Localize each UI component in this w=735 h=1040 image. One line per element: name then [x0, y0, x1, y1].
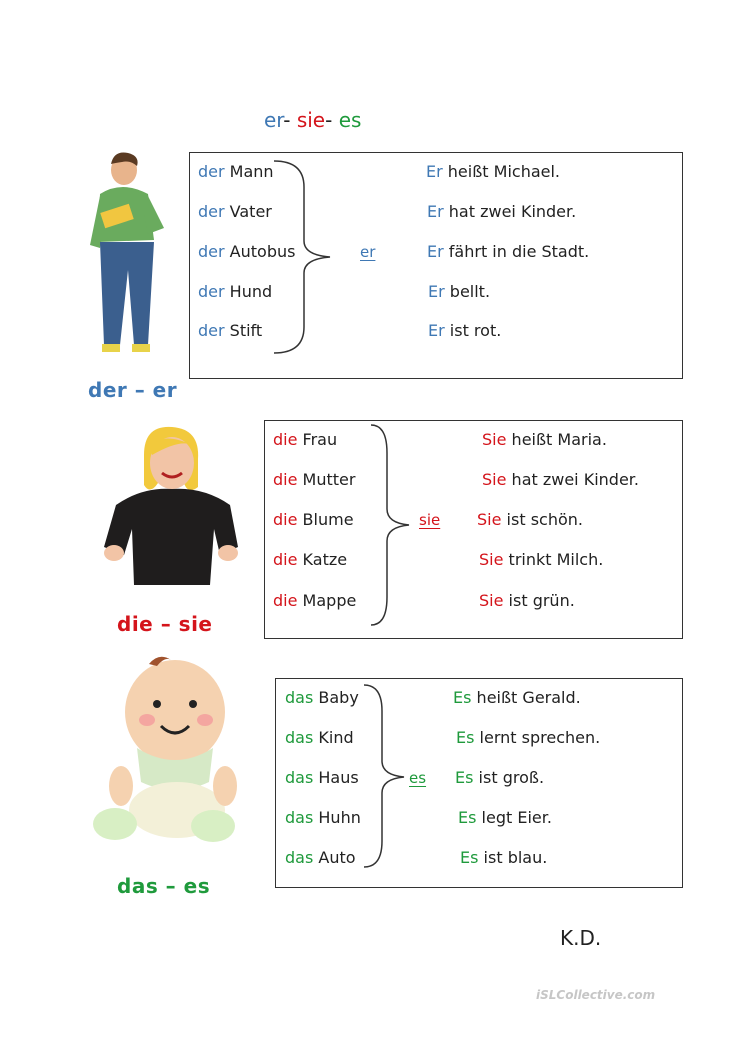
feminine-box: [264, 420, 683, 639]
neuter-sentence: Es ist blau.: [460, 848, 548, 867]
masculine-sentence: Er ist rot.: [428, 321, 502, 340]
neuter-noun-row: das Kind: [285, 728, 354, 747]
masculine-sentence: Er heißt Michael.: [426, 162, 561, 181]
neuter-box: [275, 678, 683, 888]
masculine-brace: [270, 159, 340, 355]
masculine-noun-row: der Vater: [198, 202, 272, 221]
neuter-sentence: Es heißt Gerald.: [453, 688, 581, 707]
feminine-noun-row: die Frau: [273, 430, 338, 449]
neuter-noun-row: das Haus: [285, 768, 359, 787]
feminine-sentence: Sie trinkt Milch.: [479, 550, 604, 569]
masculine-label: der – er: [88, 378, 178, 402]
feminine-noun-row: die Katze: [273, 550, 348, 569]
feminine-noun-row: die Mutter: [273, 470, 356, 489]
masculine-noun-row: der Hund: [198, 282, 273, 301]
feminine-brace: [367, 423, 427, 629]
neuter-noun-row: das Auto: [285, 848, 356, 867]
watermark: iSLCollective.com: [536, 988, 656, 1002]
masculine-noun-row: der Stift: [198, 321, 263, 340]
masculine-noun-row: der Mann: [198, 162, 274, 181]
neuter-sentence: Es legt Eier.: [458, 808, 552, 827]
masculine-box: [189, 152, 683, 379]
feminine-pronoun: sie: [419, 511, 441, 529]
neuter-noun-row: das Huhn: [285, 808, 361, 827]
neuter-sentence: Es ist groß.: [455, 768, 545, 787]
feminine-sentence: Sie ist grün.: [479, 591, 575, 610]
masculine-sentence: Er hat zwei Kinder.: [427, 202, 577, 221]
masculine-sentence: Er bellt.: [428, 282, 491, 301]
feminine-noun-row: die Blume: [273, 510, 354, 529]
feminine-sentence: Sie heißt Maria.: [482, 430, 607, 449]
feminine-sentence: Sie hat zwei Kinder.: [482, 470, 639, 489]
man-illustration: [82, 150, 172, 360]
woman-illustration: [92, 425, 242, 590]
neuter-pronoun: es: [409, 769, 427, 787]
page-title: [264, 108, 361, 132]
baby-illustration: [85, 652, 245, 852]
title-er: er: [264, 108, 284, 132]
feminine-sentence: Sie ist schön.: [477, 510, 583, 529]
neuter-noun-row: das Baby: [285, 688, 359, 707]
author-signature: K.D.: [560, 926, 602, 950]
feminine-noun-row: die Mappe: [273, 591, 357, 610]
title-es: es: [338, 108, 362, 132]
masculine-pronoun: er: [360, 243, 376, 261]
title-sie: sie: [296, 108, 326, 132]
masculine-noun-row: der Autobus: [198, 242, 296, 261]
feminine-label: die – sie: [117, 612, 213, 636]
neuter-sentence: Es lernt sprechen.: [456, 728, 601, 747]
title-dash-1: -: [283, 108, 291, 132]
title-dash-2: -: [325, 108, 333, 132]
masculine-sentence: Er fährt in die Stadt.: [427, 242, 590, 261]
neuter-label: das – es: [117, 874, 211, 898]
